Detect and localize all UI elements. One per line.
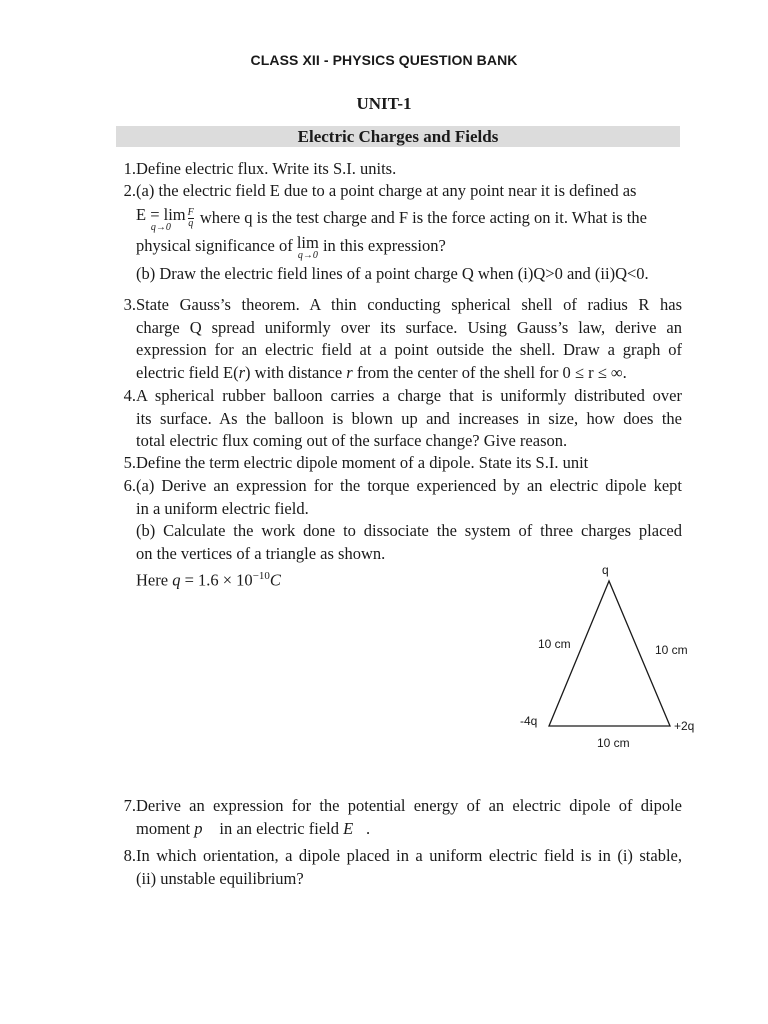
- right-charge-label: +2q: [674, 719, 695, 733]
- charge-value: Here $q = 1.6 \times 10^{-10}C$: [136, 570, 281, 590]
- fraction-f-over-q: $\frac{F}{q}$: [187, 207, 194, 230]
- question-text: its surface. As the balloon is blown up and increases in size, how does the: [136, 408, 682, 428]
- question-text: Define electric flux. Write its S.I. units.: [136, 159, 397, 178]
- question-text: electric field E(r) with distance r from the center of the shell for 0 ≤ r ≤ ∞.: [136, 362, 627, 382]
- right-side-length: 10 cm: [655, 643, 688, 657]
- question-text: expression for an electric field at a point outside the shell. Draw a graph of: [136, 340, 682, 359]
- question-text: Derive an expression for the potential energy of an electric dipole of dipole: [136, 796, 682, 815]
- question-number: 7.: [123, 796, 136, 815]
- question-text: (a) Derive an expression for the torque experienced by an electric dipole kept: [136, 476, 682, 495]
- question-text: physical significance of lim q→0 in this expression?: [136, 232, 446, 261]
- question-number: 5.: [123, 453, 136, 472]
- question-text: (b) Calculate the work done to dissociate the system of three charges placed: [136, 521, 682, 540]
- question-text: (ii) unstable equilibrium?: [136, 868, 304, 888]
- triangle-shape: [549, 581, 670, 726]
- triangle-charge-diagram: [500, 555, 720, 755]
- question-number: 6.: [123, 476, 136, 495]
- question-formula-line: E = lim q→0 $\frac{F}{q}$ where q is the test charge and F is the force acting on it. What is the: [136, 204, 647, 233]
- question-text: State Gauss’s theorem. A thin conducting spherical shell of radius R has: [136, 295, 682, 314]
- bottom-side-length: 10 cm: [597, 736, 630, 750]
- question-number: 8.: [123, 846, 136, 865]
- unit-heading: UNIT-1: [356, 94, 412, 113]
- question-text: In which orientation, a dipole placed in a uniform electric field is in (i) stable,: [136, 846, 682, 865]
- question-number: 3.: [123, 295, 136, 314]
- question-text: (a) the electric field E due to a point charge at any point near it is defined as: [136, 181, 637, 200]
- top-charge-label: q: [602, 563, 609, 577]
- limit-expression: lim q→0: [296, 232, 319, 261]
- document-title: CLASS XII - PHYSICS QUESTION BANK: [250, 52, 518, 68]
- left-charge-label: -4q: [520, 714, 538, 728]
- left-side-length: 10 cm: [538, 637, 571, 651]
- question-text: charge Q spread uniformly over its surface. Using Gauss’s law, derive an: [136, 317, 682, 337]
- question-number: 2.: [123, 181, 136, 200]
- question-text: in a uniform electric field.: [136, 498, 309, 518]
- question-text: on the vertices of a triangle as shown.: [136, 543, 386, 563]
- question-text: moment p⃗ in an electric field E⃗.: [136, 818, 371, 838]
- limit-expression: E = lim q→0: [136, 204, 186, 233]
- question-text: Define the term electric dipole moment of a dipole. State its S.I. unit: [136, 453, 589, 472]
- question-text: (b) Draw the electric field lines of a point charge Q when (i)Q>0 and (ii)Q<0.: [136, 263, 649, 283]
- chapter-banner: Electric Charges and Fields: [116, 126, 680, 147]
- question-text: total electric flux coming out of the surface change? Give reason.: [136, 431, 568, 450]
- question-text: A spherical rubber balloon carries a charge that is uniformly distributed over: [136, 386, 682, 405]
- question-number: 4.: [123, 386, 136, 405]
- question-number: 1.: [123, 159, 136, 178]
